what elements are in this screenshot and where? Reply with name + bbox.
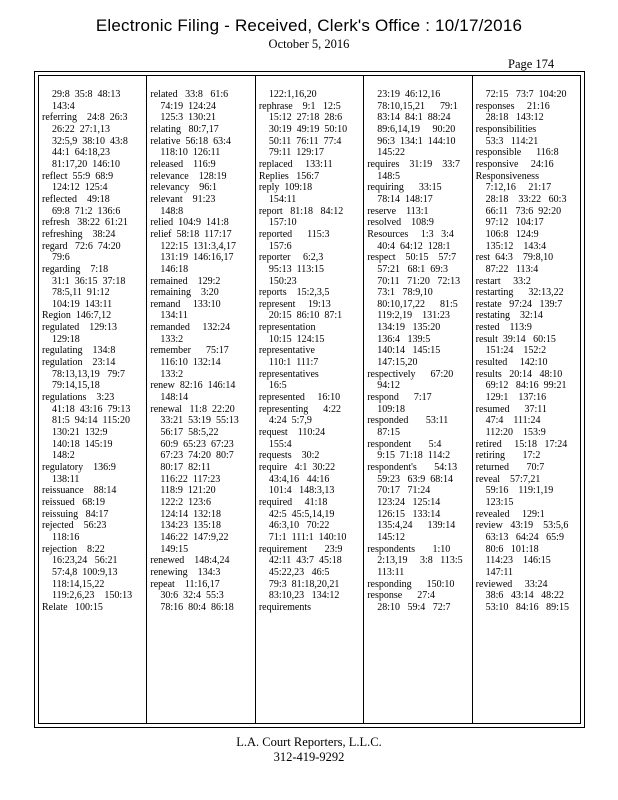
index-entry-line: 33:21 53:19 55:13 <box>150 415 239 427</box>
index-entry-line: 69:8 71:2 136:6 <box>42 205 121 217</box>
index-entry-line: resumed 37:11 <box>475 403 547 415</box>
index-entry-line: 129:1 137:16 <box>475 392 547 404</box>
transcript-date: October 5, 2016 <box>268 37 350 51</box>
index-entry-line: released 116:9 <box>150 158 216 170</box>
index-entry-line: 4:24 5:7,9 <box>258 415 312 427</box>
index-entry-line: 56:17 58:5,22 <box>150 427 219 439</box>
index-entry-line: rejection 8:22 <box>42 543 105 555</box>
index-entry-line: 116:22 117:23 <box>150 473 221 485</box>
index-entry-line: 26:22 27:1,13 <box>42 123 111 135</box>
index-entry-line: 151:24 152:2 <box>475 345 547 357</box>
index-entry-line: 118:16 <box>42 531 80 543</box>
index-entry-line: 124:14 132:18 <box>150 508 221 520</box>
index-entry-line: respectively 67:20 <box>367 368 454 380</box>
index-entry-line: 79:6 <box>42 252 70 264</box>
index-entry-line: request 110:24 <box>258 427 326 439</box>
index-entry-line: 110:1 111:7 <box>258 357 319 369</box>
index-entry-line: regulations 3:23 <box>42 392 115 404</box>
index-entry-line: reviewed 33:24 <box>475 578 548 590</box>
index-entry-line: 50:11 76:11 77:4 <box>258 135 342 147</box>
index-entry-line: 95:13 113:15 <box>258 263 324 275</box>
index-entry-line: 29:8 35:8 48:13 <box>42 89 121 100</box>
index-entry-line: representing 4:22 <box>258 403 342 415</box>
index-entry-line: 148:8 <box>150 205 184 217</box>
index-entry-line: restating 32:14 <box>475 310 543 322</box>
index-entry-line: 133:2 <box>150 368 184 380</box>
index-entry-line: reports 15:2,3,5 <box>258 287 330 299</box>
index-entry-line: reporter 6:2,3 <box>258 252 324 264</box>
index-entry-line: 57:4,8 100:9,13 <box>42 566 118 578</box>
index-entry-line: rested 113:9 <box>475 322 532 334</box>
index-entry-line: 135:12 143:4 <box>475 240 547 252</box>
index-entry-line: returned 70:7 <box>475 462 545 473</box>
index-entry-line: 44:1 64:18,23 <box>42 147 111 159</box>
index-entry-line: relevance 128:19 <box>150 170 227 182</box>
index-entry-line: resulted 142:10 <box>475 357 548 369</box>
index-entry-line: 148:5 <box>367 170 400 182</box>
index-entry-line: represent 19:13 <box>258 298 331 310</box>
index-entry-line: 155:4 <box>258 438 292 450</box>
index-entry-line: remand 133:10 <box>150 298 221 310</box>
index-entry-line: renewal 11:8 22:20 <box>150 403 235 415</box>
index-entry-line: remained 129:2 <box>150 275 221 287</box>
index-entry-line: report 81:18 84:12 <box>258 205 344 217</box>
index-entry-line: 106:8 124:9 <box>475 228 539 240</box>
index-entry-line: 118:14,15,22 <box>42 578 105 590</box>
index-entry-line: replaced 133:11 <box>258 158 333 170</box>
index-entry-line: 57:21 68:1 69:3 <box>367 263 449 275</box>
index-entry-line: 78:5,11 91:12 <box>42 287 110 299</box>
index-entry-line: 70:17 71:24 <box>367 485 431 497</box>
index-entry-line: responses 21:16 <box>475 100 550 112</box>
index-entry-line: 109:18 <box>367 403 405 415</box>
index-column-4 <box>363 76 471 723</box>
index-entry-line: remember 75:17 <box>150 345 229 357</box>
index-column-2 <box>146 76 254 723</box>
index-entry-line: reflect 55:9 68:9 <box>42 170 114 182</box>
index-entry-line: 143:4 <box>42 100 75 112</box>
index-entry-line: 118:9 121:20 <box>150 485 216 497</box>
index-entry-line: requirements <box>258 601 312 613</box>
index-entry-line: reply 109:18 <box>258 182 313 194</box>
index-entry-line: relied 104:9 141:8 <box>150 217 229 229</box>
index-entry-line: related 33:8 61:6 <box>150 89 229 100</box>
index-entry-line: requirement 23:9 <box>258 543 343 555</box>
index-entry-line: 42:5 45:5,14,19 <box>258 508 335 520</box>
index-entry-line: 150:23 <box>258 275 297 287</box>
index-entry-line: renewing 134:3 <box>150 566 221 578</box>
index-entry-line: 112:20 153:9 <box>475 427 546 439</box>
page-number: Page 174 <box>508 57 555 71</box>
index-entry-line: requires 31:19 33:7 <box>367 158 460 170</box>
index-entry-line: result 39:14 60:15 <box>475 333 556 345</box>
index-entry-line: Responsiveness <box>475 170 539 182</box>
index-entry-line: 148:2 <box>42 450 75 462</box>
index-entry-line: 83:14 84:1 88:24 <box>367 112 451 124</box>
index-entry-line: 72:15 73:7 104:20 <box>475 89 567 100</box>
index-entry-line: reissued 68:19 <box>42 496 106 508</box>
index-entry-line: 118:10 126:11 <box>150 147 221 159</box>
index-entry-line: 122:2 123:6 <box>150 496 211 508</box>
index-entry-line: 154:11 <box>258 193 297 205</box>
index-entry-line: responsible 116:8 <box>475 147 559 159</box>
index-entry-line: remanded 132:24 <box>150 322 231 334</box>
index-entry-line: 80:10,17,22 81:5 <box>367 298 458 310</box>
index-entry-line: relative 56:18 63:4 <box>150 135 231 147</box>
index-entry-line: regard 72:6 74:20 <box>42 240 121 252</box>
index-entry-line: respondents 1:10 <box>367 543 451 555</box>
index-entry-line: 46:3,10 70:22 <box>258 520 330 532</box>
index-column-5 <box>472 76 580 723</box>
index-entry-line: representation <box>258 322 316 334</box>
index-column-1 <box>39 76 146 723</box>
index-entry-line: 145:22 <box>367 147 405 159</box>
index-entry-line: 2:13,19 3:8 113:5 <box>367 555 463 567</box>
index-entry-line: rejected 56:23 <box>42 520 107 532</box>
index-entry-line: 43:4,16 44:16 <box>258 473 330 485</box>
index-entry-line: 42:11 43:7 45:18 <box>258 555 342 567</box>
index-entry-line: 30:6 32:4 55:3 <box>150 590 224 602</box>
index-entry-line: 104:19 143:11 <box>42 298 113 310</box>
index-entry-line: requests 30:2 <box>258 450 320 462</box>
index-frame <box>34 71 585 728</box>
index-entry-line: 97:12 104:17 <box>475 217 544 229</box>
index-entry-line: 28:18 143:12 <box>475 112 544 124</box>
index-entry-line: 28:18 33:22 60:3 <box>475 193 567 205</box>
index-entry-line: 138:11 <box>42 473 80 485</box>
index-entry-line: 15:12 27:18 28:6 <box>258 112 343 124</box>
index-entry-line: renewed 148:4,24 <box>150 555 230 567</box>
index-entry-line: reveal 57:7,21 <box>475 473 541 485</box>
index-entry-line: 70:11 71:20 72:13 <box>367 275 461 287</box>
index-entry-line: 101:4 148:3,13 <box>258 485 335 497</box>
index-entry-line: require 4:1 30:22 <box>258 462 336 473</box>
index-entry-line: restate 97:24 139:7 <box>475 298 563 310</box>
index-entry-line: 89:6,14,19 90:20 <box>367 123 456 135</box>
index-entry-line: regulating 134:8 <box>42 345 116 357</box>
index-entry-line: 28:10 59:4 72:7 <box>367 601 451 613</box>
index-entry-line: 122:15 131:3,4,17 <box>150 240 236 252</box>
index-entry-line: representative <box>258 345 315 357</box>
index-entry-line: Relate 100:15 <box>42 601 103 613</box>
index-entry-line: 157:10 <box>258 217 297 229</box>
index-entry-line: refresh 38:22 61:21 <box>42 217 128 229</box>
index-entry-line: resolved 108:9 <box>367 217 434 229</box>
index-entry-line: 23:19 46:12,16 <box>367 89 441 100</box>
index-entry-line: 81:17,20 146:10 <box>42 158 121 170</box>
index-entry-line: responsive 24:16 <box>475 158 554 170</box>
index-entry-line: retired 15:18 17:24 <box>475 438 568 450</box>
index-entry-line: rephrase 9:1 12:5 <box>258 100 341 112</box>
index-entry-line: renew 82:16 146:14 <box>150 380 236 392</box>
index-entry-line: 59:23 63:9 68:14 <box>367 473 454 485</box>
index-entry-line: Region 146:7,12 <box>42 310 112 322</box>
index-entry-line: 20:15 86:10 87:1 <box>258 310 343 322</box>
index-entry-line: 40:4 64:12 128:1 <box>367 240 451 252</box>
index-entry-line: relevancy 96:1 <box>150 182 218 194</box>
index-entry-line: results 20:14 48:10 <box>475 368 563 380</box>
index-entry-line: reissuance 88:14 <box>42 485 117 497</box>
index-entry-line: 114:23 146:15 <box>475 555 551 567</box>
index-entry-line: 124:12 125:4 <box>42 182 108 194</box>
index-entry-line: 146:18 <box>150 263 189 275</box>
index-entry-line: 145:12 <box>367 531 405 543</box>
index-entry-line: 125:3 130:21 <box>150 112 216 124</box>
filing-stamp: Electronic Filing - Received, Clerk's Office : 10/17/2016 <box>95 16 523 35</box>
index-entry-line: 113:11 <box>367 566 405 578</box>
index-entry-line: 45:22,23 46:5 <box>258 566 330 578</box>
index-entry-line: 135:4,24 139:14 <box>367 520 456 532</box>
index-entry-line: 66:11 73:6 92:20 <box>475 205 562 217</box>
index-entry-line: response 27:4 <box>367 590 435 602</box>
index-entry-line: 32:5,9 38:10 43:8 <box>42 135 128 147</box>
index-entry-line: 73:1 78:9,10 <box>367 287 433 299</box>
index-entry-line: responded 53:11 <box>367 415 449 427</box>
index-entry-line: 148:14 <box>150 392 189 404</box>
index-entry-line: respond 7:17 <box>367 392 432 404</box>
index-entry-line: 136:4 139:5 <box>367 333 431 345</box>
index-entry-line: 80:6 101:18 <box>475 543 539 555</box>
index-entry-line: 71:1 111:1 140:10 <box>258 531 347 543</box>
index-entry-line: 60:9 65:23 67:23 <box>150 438 234 450</box>
index-entry-line: 53:10 84:16 89:15 <box>475 601 569 613</box>
index-entry-line: 78:10,15,21 79:1 <box>367 100 458 112</box>
index-entry-line: 129:18 <box>42 333 80 345</box>
index-entry-line: 78:13,13,19 79:7 <box>42 368 126 380</box>
index-entry-line: 79:14,15,18 <box>42 380 100 392</box>
index-entry-line: 116:10 132:14 <box>150 357 221 369</box>
index-entry-line: required 41:18 <box>258 496 328 508</box>
index-entry-line: 16:5 <box>258 380 287 392</box>
index-entry-line: 31:1 36:15 37:18 <box>42 275 126 287</box>
index-entry-line: respondent 5:4 <box>367 438 442 450</box>
index-entry-line: remaining 3:20 <box>150 287 219 299</box>
index-entry-line: 147:11 <box>475 566 514 578</box>
index-entry-line: 10:15 124:15 <box>258 333 325 345</box>
index-entry-line: refreshing 38:24 <box>42 228 116 240</box>
index-entry-line: represented 16:10 <box>258 392 341 404</box>
index-entry-line: 119:2,19 131:23 <box>367 310 450 322</box>
index-entry-line: Resources 1:3 3:4 <box>367 228 454 240</box>
index-entry-line: regarding 7:18 <box>42 263 109 275</box>
index-entry-line: relating 80:7,17 <box>150 123 219 135</box>
index-entry-line: restart 33:2 <box>475 275 531 287</box>
index-entry-line: 126:15 133:14 <box>367 508 441 520</box>
index-entry-line: 78:16 80:4 86:18 <box>150 601 234 613</box>
index-entry-line: 140:18 145:19 <box>42 438 113 450</box>
index-entry-line: 87:15 <box>367 427 400 439</box>
index-entry-line: review 43:19 53:5,6 <box>475 520 569 532</box>
index-entry-line: reported 115:3 <box>258 228 330 240</box>
index-entry-line: 83:10,23 134:12 <box>258 590 340 602</box>
index-entry-line: 67:23 74:20 80:7 <box>150 450 234 462</box>
index-entry-line: 119:2,6,23 150:13 <box>42 590 133 602</box>
index-entry-line: reissuing 84:17 <box>42 508 109 520</box>
index-entry-line: 96:3 134:1 144:10 <box>367 135 456 147</box>
index-entry-line: 79:3 81:18,20,21 <box>258 578 340 590</box>
index-entry-line: repeat 11:16,17 <box>150 578 220 590</box>
index-column-3 <box>255 76 363 723</box>
index-entry-line: 94:12 <box>367 380 400 392</box>
index-entry-line: 149:15 <box>150 543 189 555</box>
index-entry-line: 53:3 114:21 <box>475 135 539 147</box>
index-entry-line: respect 50:15 57:7 <box>367 252 457 264</box>
index-inner-frame <box>38 75 581 724</box>
index-entry-line: revealed 129:1 <box>475 508 545 520</box>
index-entry-line: 63:13 64:24 65:9 <box>475 531 564 543</box>
index-entry-line: 7:12,16 21:17 <box>475 182 552 194</box>
index-entry-line: 81:5 94:14 115:20 <box>42 415 130 427</box>
index-entry-line: 74:19 124:24 <box>150 100 216 112</box>
footer-phone: 312-419-9292 <box>273 750 345 764</box>
index-entry-line: restarting 32:13,22 <box>475 287 564 299</box>
index-entry-line: 130:21 132:9 <box>42 427 108 439</box>
index-entry-line: reflected 49:18 <box>42 193 110 205</box>
index-entry-line: 78:14 148:17 <box>367 193 433 205</box>
index-entry-line: 122:1,16,20 <box>258 89 317 100</box>
index-entry-line: retiring 17:2 <box>475 450 541 462</box>
index-entry-line: Replies 156:7 <box>258 170 320 182</box>
index-entry-line: regulated 129:13 <box>42 322 117 334</box>
index-entry-line: 59:16 119:1,19 <box>475 485 554 497</box>
index-entry-line: 41:18 43:16 79:13 <box>42 403 131 415</box>
index-entry-line: 134:19 135:20 <box>367 322 441 334</box>
index-entry-line: 123:15 <box>475 496 514 508</box>
index-entry-line: 123:24 125:14 <box>367 496 441 508</box>
index-entry-line: responding 150:10 <box>367 578 455 590</box>
index-entry-line: relevant 91:23 <box>150 193 216 205</box>
index-entry-line: relief 58:18 117:17 <box>150 228 232 240</box>
index-entry-line: 87:22 113:4 <box>475 263 539 275</box>
index-entry-line: 134:23 135:18 <box>150 520 221 532</box>
index-entry-line: 157:6 <box>258 240 292 252</box>
index-entry-line: 69:12 84:16 99:21 <box>475 380 567 392</box>
index-entry-line: respondent's 54:13 <box>367 462 458 473</box>
index-entry-line: requiring 33:15 <box>367 182 442 194</box>
index-entry-line: 79:11 129:17 <box>258 147 324 159</box>
index-entry-line: 134:11 <box>150 310 188 322</box>
index-entry-line: rest 64:3 79:8,10 <box>475 252 554 264</box>
index-entry-line: 9:15 71:18 114:2 <box>367 450 451 462</box>
index-entry-line: representatives <box>258 368 319 380</box>
index-entry-line: regulation 23:14 <box>42 357 116 369</box>
index-entry-line: 140:14 145:15 <box>367 345 441 357</box>
footer-company: L.A. Court Reporters, L.L.C. <box>236 735 382 749</box>
index-entry-line: 38:6 43:14 48:22 <box>475 590 564 602</box>
index-entry-line: 133:2 <box>150 333 184 345</box>
index-entry-line: 30:19 49:19 50:10 <box>258 123 348 135</box>
index-entry-line: 80:17 82:11 <box>150 462 211 473</box>
index-entry-line: 131:19 146:16,17 <box>150 252 234 264</box>
index-entry-line: 146:22 147:9,22 <box>150 531 229 543</box>
index-entry-line: 147:15,20 <box>367 357 418 369</box>
index-entry-line: referring 24:8 26:3 <box>42 112 128 124</box>
index-entry-line: regulatory 136:9 <box>42 462 116 473</box>
index-entry-line: reserve 113:1 <box>367 205 429 217</box>
index-entry-line: responsibilities <box>475 123 537 135</box>
index-entry-line: 16:23,24 56:21 <box>42 555 118 567</box>
index-entry-line: 47:4 111:24 <box>475 415 541 427</box>
